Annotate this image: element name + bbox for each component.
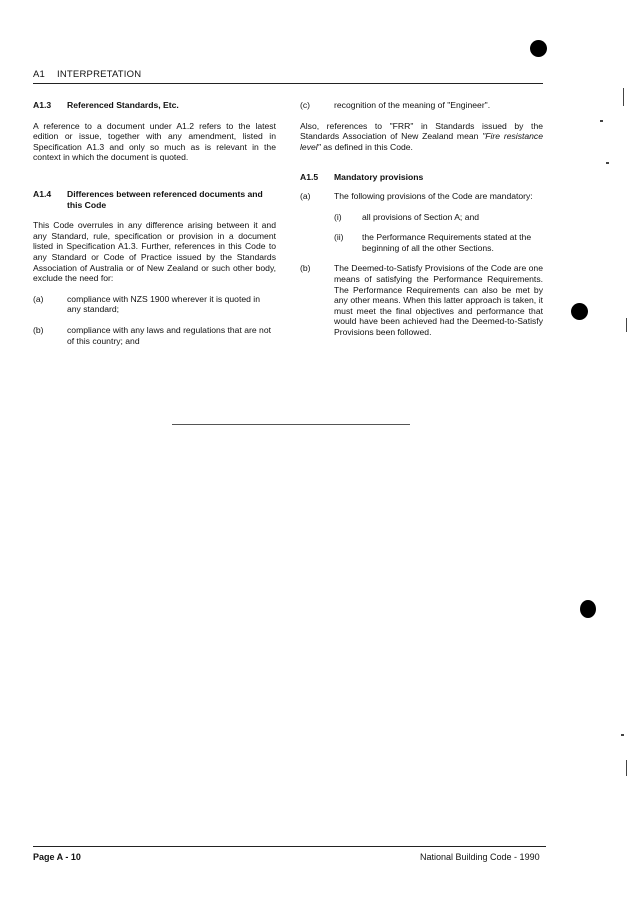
list-item [33,294,276,315]
right-column [300,100,543,338]
clause-a13-body: A reference to a document under A1.2 refers to the latest edition or issue, together with any amendment, listed in Specification A1.3 and only so much as is relevant in the context in which the document is quoted. [33,120,276,163]
item-label: (a) [300,190,311,201]
scan-speck [621,734,624,736]
section-title: INTERPRETATION [57,69,142,80]
subitem-label: (ii) [334,232,344,243]
frr-paragraph [300,121,543,153]
page-number: Page A - 10 [33,852,81,862]
scan-speck [626,318,627,332]
clause-title: Mandatory provisions [334,172,424,183]
clause-title: Differences between referenced documents and this Code [67,188,263,210]
section-number: A1 [33,69,46,80]
clause-a13-heading [33,100,276,111]
item-text: compliance with any laws and regulations that are not of this country; and [67,324,271,346]
scan-speck [626,760,627,776]
sub-list-item [334,212,543,223]
clause-number: A1.4 [33,188,52,199]
frr-italic: "Fire resistance level" [300,131,544,152]
list-item [300,191,543,202]
section-header [33,70,141,81]
item-text: recognition of the meaning of "Engineer". [334,100,491,110]
item-label: (c) [300,100,311,110]
punch-hole-mark [571,303,588,320]
punch-hole-mark [530,40,547,57]
subitem-label: (i) [334,211,342,222]
sub-list-item [334,232,543,253]
footer-rule [33,846,546,847]
item-text: The following provisions of the Code are mandatory: [334,190,533,201]
clause-a14-body: This Code overrules in any difference arising between it and any Standard, rule, specification or provision in a document listed in Specification A1.3. Further, references in this Code to any Standard or Code of Practice issued by the Standards Association of Australia or of New Zealand or such other body, exclude the need for: [33,220,276,284]
subitem-text: the Performance Requirements stated at the beginning of all the other Sections. [362,232,532,253]
clause-number: A1.5 [300,172,319,183]
subitem-text: all provisions of Section A; and [362,211,480,222]
scan-speck [600,120,603,122]
item-label: (b) [33,324,44,335]
clause-number: A1.3 [33,100,52,110]
end-rule [172,424,410,425]
frr-text: Also, references to "FRR" in Standards issued by the Standards Association of New Zealand mean [300,120,543,142]
item-text: The Deemed-to-Satisfy Provisions of the Code are one means of satisfying the Performance Requirements. The Performance Requirements can also be met by any other means. When this latter approach is taken, it must meet the final objectives and performance that would have been achieved had the Deemed-to-Satisfy Provisions been followed. [334,263,543,337]
item-text: compliance with NZS 1900 wherever it is quoted in any standard; [67,293,260,315]
list-item [300,100,543,111]
document-title: National Building Code - 1990 [420,852,540,862]
clause-title: Referenced Standards, Etc. [67,100,179,110]
scan-speck [606,162,609,164]
clause-a15-heading [300,172,543,183]
header-rule [33,83,543,84]
punch-hole-mark [580,600,596,618]
frr-tail: as defined in this Code. [323,141,413,152]
list-item [300,263,543,337]
item-label: (a) [33,293,44,304]
list-item [33,325,276,346]
scan-speck [623,88,624,106]
clause-a14-heading [33,189,276,210]
item-label: (b) [300,263,311,274]
left-column [33,100,276,346]
